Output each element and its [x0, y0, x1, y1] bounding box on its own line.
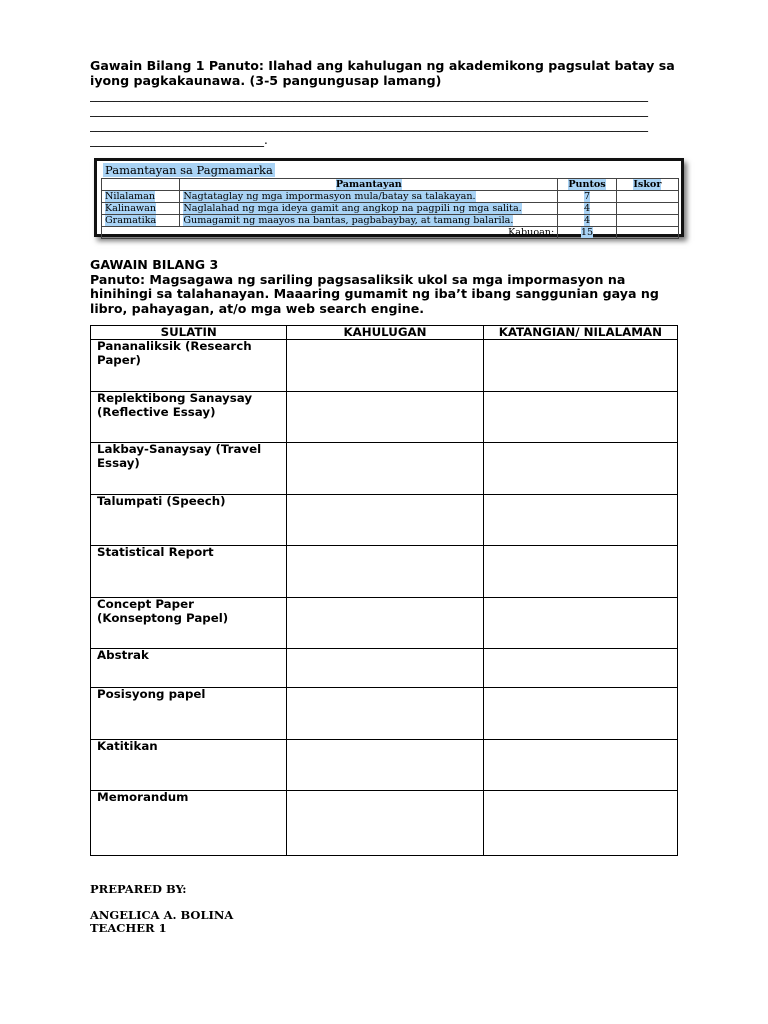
katangian-cell[interactable] — [483, 392, 677, 443]
katangian-cell[interactable] — [483, 688, 677, 740]
gawain3-instruction: Panuto: Magsagawa ng sariling pagsasaliksik ukol sa mga impormasyon na hinihingi sa talahanayan. Maaaring gumamit ng iba’t ibang sanggunian gaya ng libro, pahayagan, at/o mga web search engine. — [90, 271, 659, 316]
header-sulatin: SULATIN — [91, 326, 287, 340]
kahulugan-cell[interactable] — [287, 688, 483, 740]
header-kahulugan: KAHULUGAN — [287, 326, 483, 340]
rubric-total: 15 — [580, 226, 594, 238]
table-row: Pananaliksik (Research Paper) — [91, 340, 678, 392]
answer-line: _____________________________. — [90, 133, 268, 147]
katangian-cell[interactable] — [483, 791, 677, 856]
table-row: Concept Paper (Konseptong Papel) — [91, 598, 678, 649]
kahulugan-cell[interactable] — [287, 740, 483, 791]
rubric-total-score-cell[interactable] — [616, 227, 678, 239]
sulatin-table — [90, 325, 678, 856]
rubric-total-row — [102, 227, 679, 239]
table-row: Statistical Report — [91, 546, 678, 598]
table-header-row — [91, 326, 678, 340]
table-row: Abstrak — [91, 649, 678, 688]
rubric-row: Kalinawan Naglalahad ng mga ideya gamit ang angkop na pagpili ng mga salita. 4 — [102, 203, 679, 215]
preparer-name: ANGELICA A. BOLINA — [90, 908, 234, 922]
kahulugan-cell[interactable] — [287, 791, 483, 856]
gawain1-instruction: Gawain Bilang 1 Panuto: Ilahad ang kahulugan ng akademikong pagsulat batay sa iyong pagkakaunawa. (3-5 pangungusap lamang) — [90, 58, 675, 88]
kahulugan-cell[interactable] — [287, 495, 483, 546]
rubric-row: Nilalaman Nagtataglay ng mga impormasyon mula/batay sa talakayan. 7 — [102, 191, 679, 203]
answer-lines — [90, 88, 680, 148]
katangian-cell[interactable] — [483, 649, 677, 688]
kahulugan-cell[interactable] — [287, 443, 483, 495]
table-row: Posisyong papel — [91, 688, 678, 740]
rubric-score-cell[interactable] — [616, 215, 678, 227]
rubric-header-pamantayan: Pamantayan — [180, 179, 558, 191]
rubric-box — [94, 158, 684, 237]
rubric-total-label: Kabuoan: — [508, 226, 555, 238]
katangian-cell[interactable] — [483, 340, 677, 392]
table-row: Talumpati (Speech) — [91, 495, 678, 546]
kahulugan-cell[interactable] — [287, 392, 483, 443]
preparer-position: TEACHER 1 — [90, 921, 167, 935]
katangian-cell[interactable] — [483, 495, 677, 546]
header-katangian: KATANGIAN/ NILALAMAN — [483, 326, 677, 340]
table-row: Replektibong Sanaysay (Reflective Essay) — [91, 392, 678, 443]
rubric-score-cell[interactable] — [616, 203, 678, 215]
rubric-row: Gramatika Gumagamit ng maayos na bantas, pagbabaybay, at tamang balarila. 4 — [102, 215, 679, 227]
katangian-cell[interactable] — [483, 546, 677, 598]
gawain3-title: GAWAIN BILANG 3 — [90, 257, 219, 272]
answer-line: _____________________________________________________________________________________________ — [90, 88, 648, 102]
kahulugan-cell[interactable] — [287, 340, 483, 392]
table-row: Lakbay-Sanaysay (Travel Essay) — [91, 443, 678, 495]
prepared-by-label: PREPARED BY: — [90, 882, 187, 896]
kahulugan-cell[interactable] — [287, 546, 483, 598]
table-row: Katitikan — [91, 740, 678, 791]
kahulugan-cell[interactable] — [287, 649, 483, 688]
answer-line: _____________________________________________________________________________________________ — [90, 118, 648, 132]
katangian-cell[interactable] — [483, 598, 677, 649]
rubric-header-puntos: Puntos — [558, 179, 617, 191]
rubric-header-row — [102, 179, 679, 191]
answer-line: _____________________________________________________________________________________________ — [90, 103, 648, 117]
rubric-title: Pamantayan sa Pagmamarka — [105, 163, 273, 177]
rubric-header-iskor: Iskor — [616, 179, 678, 191]
gawain3-block — [90, 258, 690, 316]
rubric-table — [101, 178, 679, 239]
rubric-score-cell[interactable] — [616, 191, 678, 203]
katangian-cell[interactable] — [483, 443, 677, 495]
table-row: Memorandum — [91, 791, 678, 856]
kahulugan-cell[interactable] — [287, 598, 483, 649]
katangian-cell[interactable] — [483, 740, 677, 791]
